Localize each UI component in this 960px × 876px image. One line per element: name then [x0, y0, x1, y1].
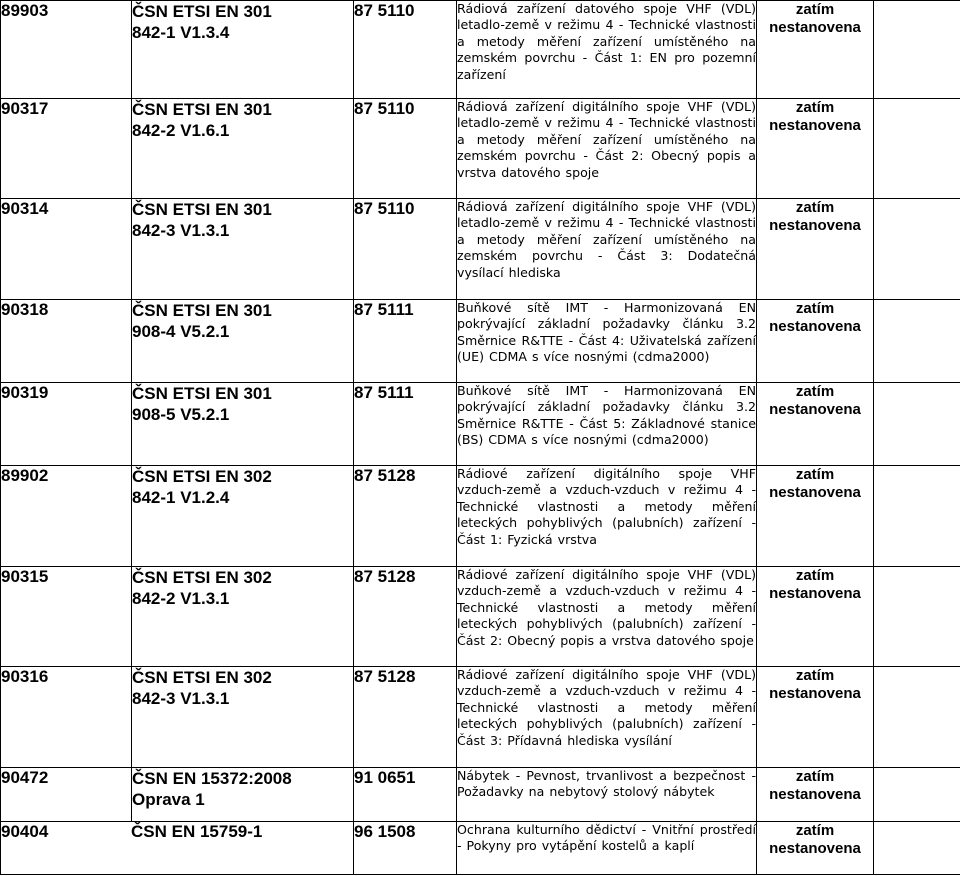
- empty-cell: [874, 383, 960, 466]
- table-row: [1, 567, 960, 667]
- status-text: zatím nestanovena: [757, 199, 874, 300]
- table-row: [1, 199, 960, 300]
- status-text: zatím nestanovena: [757, 822, 874, 875]
- status-text: zatím nestanovena: [757, 667, 874, 768]
- norm-id: 90472: [1, 768, 132, 822]
- empty-cell: [874, 822, 960, 875]
- norm-title: Rádiové zařízení digitálního spoje VHF (VDL) vzduch-země a vzduch-vzduch v režimu 4 - Technické vlastnosti a metody měření leteckých pohyblivých (palubních) zařízení - Část 2: Obecný popis a vrstva datového spoje: [457, 567, 757, 667]
- table-row: [1, 822, 960, 875]
- norm-id: 89903: [1, 1, 132, 99]
- status-text: zatím nestanovena: [757, 466, 874, 567]
- norm-title: Rádiová zařízení datového spoje VHF (VDL) letadlo-země v režimu 4 - Technické vlastnosti a metody měření zařízení umístěného na zemském povrchu - Část 1: EN pro pozemní zařízení: [457, 1, 757, 99]
- norm-id-and-designation: [1, 822, 354, 875]
- table-row: [1, 768, 960, 822]
- table-row: [1, 99, 960, 199]
- empty-cell: [874, 768, 960, 822]
- norm-title: Rádiové zařízení digitálního spoje VHF (VDL) vzduch-země a vzduch-vzduch v režimu 4 - Technické vlastnosti a metody měření leteckých pohyblivých (palubních) zařízení - Část 3: Přídavná hlediska vysílání: [457, 667, 757, 768]
- class-number: 87 5128: [354, 466, 457, 567]
- status-text: zatím nestanovena: [757, 383, 874, 466]
- empty-cell: [874, 199, 960, 300]
- norm-designation: ČSN ETSI EN 301 908-5 V5.2.1: [132, 383, 354, 466]
- norm-id: 90319: [1, 383, 132, 466]
- class-number: 87 5110: [354, 199, 457, 300]
- norm-title: Buňkové sítě IMT - Harmonizovaná EN pokrývající základní požadavky článku 3.2 Směrnice R&TTE - Část 4: Uživatelská zařízení (UE) CDMA s více nosnými (cdma2000): [457, 300, 757, 383]
- class-number: 87 5110: [354, 1, 457, 99]
- status-text: zatím nestanovena: [757, 1, 874, 99]
- table-row: [1, 383, 960, 466]
- norm-title: Rádiová zařízení digitálního spoje VHF (VDL) letadlo-země v režimu 4 - Technické vlastnosti a metody měření zařízení umístěného na zemském povrchu - Část 3: Dodatečná vysílací hlediska: [457, 199, 757, 300]
- class-number: 87 5128: [354, 567, 457, 667]
- empty-cell: [874, 300, 960, 383]
- empty-cell: [874, 667, 960, 768]
- norm-designation: ČSN ETSI EN 301 842-2 V1.6.1: [132, 99, 354, 199]
- norm-designation: ČSN ETSI EN 301 842-3 V1.3.1: [132, 199, 354, 300]
- status-text: zatím nestanovena: [757, 300, 874, 383]
- class-number: 91 0651: [354, 768, 457, 822]
- norm-designation: ČSN ETSI EN 301 842-1 V1.3.4: [132, 1, 354, 99]
- empty-cell: [874, 466, 960, 567]
- norm-title: Nábytek - Pevnost, trvanlivost a bezpečnost - Požadavky na nebytový stolový nábytek: [457, 768, 757, 822]
- norm-designation: ČSN ETSI EN 302 842-3 V1.3.1: [132, 667, 354, 768]
- norm-title: Buňkové sítě IMT - Harmonizovaná EN pokrývající základní požadavky článku 3.2 Směrnice R&TTE - Část 5: Základnové stanice (BS) CDMA s více nosnými (cdma2000): [457, 383, 757, 466]
- norm-id: 90317: [1, 99, 132, 199]
- status-text: zatím nestanovena: [757, 99, 874, 199]
- norm-title: Ochrana kulturního dědictví - Vnitřní prostředí - Pokyny pro vytápění kostelů a kaplí: [457, 822, 757, 875]
- table-row: [1, 667, 960, 768]
- status-text: zatím nestanovena: [757, 768, 874, 822]
- class-number: 87 5110: [354, 99, 457, 199]
- class-number: 96 1508: [354, 822, 457, 875]
- norm-designation: ČSN EN 15759-1: [131, 822, 263, 841]
- status-text: zatím nestanovena: [757, 567, 874, 667]
- empty-cell: [874, 99, 960, 199]
- norm-id: 90318: [1, 300, 132, 383]
- class-number: 87 5111: [354, 383, 457, 466]
- norm-id: 89902: [1, 466, 132, 567]
- class-number: 87 5128: [354, 667, 457, 768]
- table-row: [1, 466, 960, 567]
- norm-id: 90314: [1, 199, 132, 300]
- table-row: [1, 300, 960, 383]
- norm-id: 90404: [1, 822, 49, 841]
- norm-id: 90315: [1, 567, 132, 667]
- norm-designation: ČSN ETSI EN 301 908-4 V5.2.1: [132, 300, 354, 383]
- norm-designation: ČSN ETSI EN 302 842-1 V1.2.4: [132, 466, 354, 567]
- empty-cell: [874, 567, 960, 667]
- norm-designation: ČSN EN 15372:2008 Oprava 1: [132, 768, 354, 822]
- empty-cell: [874, 1, 960, 99]
- class-number: 87 5111: [354, 300, 457, 383]
- norm-designation: ČSN ETSI EN 302 842-2 V1.3.1: [132, 567, 354, 667]
- norm-title: Rádiové zařízení digitálního spoje VHF vzduch-země a vzduch-vzduch v režimu 4 - Technické vlastnosti a metody měření leteckých pohyblivých (palubních) zařízení - Část 1: Fyzická vrstva: [457, 466, 757, 567]
- table-row: [1, 1, 960, 99]
- norm-id: 90316: [1, 667, 132, 768]
- norm-title: Rádiová zařízení digitálního spoje VHF (VDL) letadlo-země v režimu 4 - Technické vlastnosti a metody měření zařízení umístěného na zemském povrchu - Část 2: Obecný popis a vrstva datového spoje: [457, 99, 757, 199]
